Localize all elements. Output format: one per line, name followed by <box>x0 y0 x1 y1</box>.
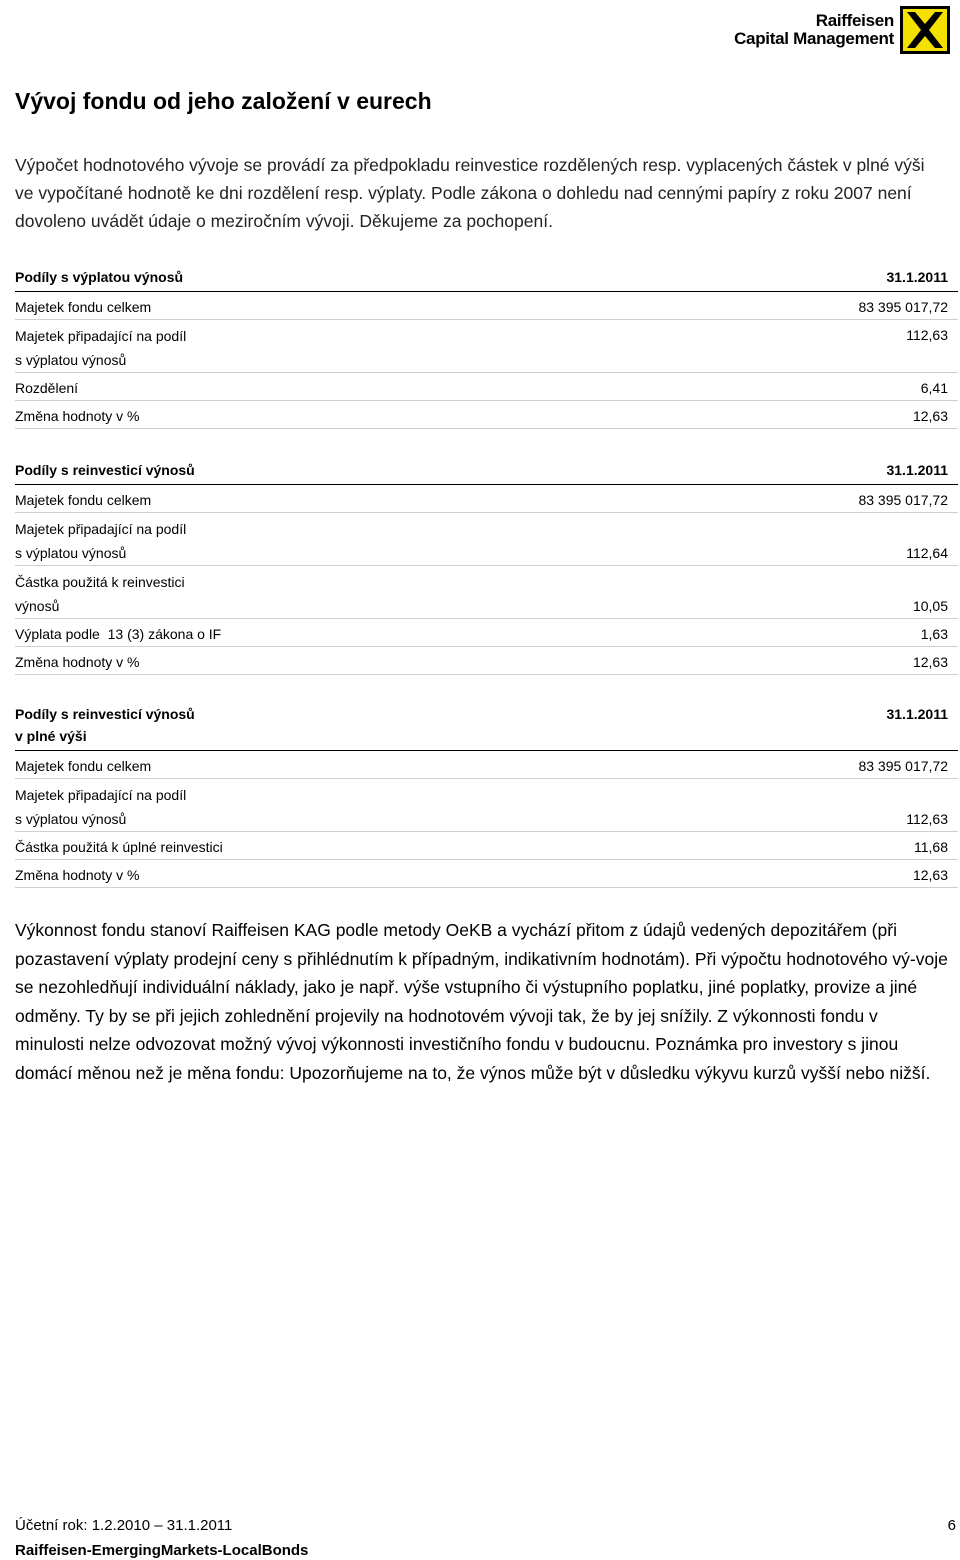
table-header <box>15 459 958 485</box>
row-value: 112,63 <box>906 327 948 343</box>
row-label-line2: s výplatou výnosů <box>15 811 127 827</box>
fund-name: Raiffeisen-EmergingMarkets-LocalBonds <box>15 1542 309 1559</box>
row-label <box>15 320 186 372</box>
raiffeisen-gable-cross-icon <box>900 6 950 54</box>
row-label <box>15 779 186 831</box>
row-label: Majetek fondu celkem <box>15 492 152 508</box>
performance-note: Výkonnost fondu stanoví Raiffeisen KAG podle metody OeKB a vychází přitom z údajů vedených depozitářem (při pozastavení výplaty prodejní ceny s přihlédnutím k případným, indikativním hodnotám). Při výpočtu hodnotového vý-voje se nezohledňují individuální náklady, jako je např. výše vstupního či výstupního poplatku, jiné poplatky, provize a jiné odměny. Ty by se při jejich zohlednění projevily na hodnotovém vývoji tak, že by jej snížily. Z výkonnosti fondu v minulosti nelze odvozovat možný vývoj výkonnosti investičního fondu v budoucnu. Poznámka pro investory s jinou domácí měnou než je měna fondu: Upozorňujeme na to, že výnos může být v důsledku výkyvu kurzů vyšší nebo nižší. <box>15 920 948 1083</box>
table-row <box>15 292 958 320</box>
row-label: Majetek fondu celkem <box>15 299 152 315</box>
row-label: Majetek fondu celkem <box>15 758 152 774</box>
table-row <box>15 566 958 619</box>
table-heading-line2: v plné výši <box>15 728 87 744</box>
row-value: 10,05 <box>912 598 948 614</box>
row-label-line2: s výplatou výnosů <box>15 352 127 368</box>
table-row <box>15 320 958 373</box>
fiscal-year: Účetní rok: 1.2.2010 – 31.1.2011 <box>15 1517 233 1534</box>
row-label <box>15 513 186 565</box>
row-label-line1: Částka použitá k reinvestici <box>15 574 185 590</box>
row-value: 112,64 <box>906 545 948 561</box>
row-label: Změna hodnoty v % <box>15 654 140 670</box>
page-number: 6 <box>947 1517 956 1534</box>
row-value: 1,63 <box>920 626 948 642</box>
logo-text <box>734 12 894 48</box>
row-label: Částka použitá k úplné reinvestici <box>15 839 223 855</box>
table-row <box>15 779 958 832</box>
row-label-line1: Majetek připadající na podíl <box>15 521 187 537</box>
table-date: 31.1.2011 <box>886 269 948 285</box>
row-value: 12,63 <box>912 867 948 883</box>
row-label-line2: výnosů <box>15 598 60 614</box>
table-heading <box>15 703 195 747</box>
table-row <box>15 619 958 647</box>
row-label-line1: Majetek připadající na podíl <box>15 328 187 344</box>
table-full-reinvestment-units <box>15 703 958 888</box>
row-label-line2: s výplatou výnosů <box>15 545 127 561</box>
row-value: 12,63 <box>912 654 948 670</box>
table-row <box>15 860 958 888</box>
row-value: 83 395 017,72 <box>858 299 948 315</box>
raiffeisen-logo <box>734 6 950 54</box>
table-row <box>15 513 958 566</box>
page-title: Vývoj fondu od jeho založení v eurech <box>15 88 432 114</box>
row-label: Výplata podle 13 (3) zákona o IF <box>15 626 222 642</box>
table-header <box>15 703 958 751</box>
row-value: 83 395 017,72 <box>858 758 948 774</box>
table-heading <box>15 266 183 288</box>
table-heading-line1: Podíly s výplatou výnosů <box>15 269 184 285</box>
row-value: 12,63 <box>912 408 948 424</box>
row-value: 6,41 <box>920 380 948 396</box>
row-value: 83 395 017,72 <box>858 492 948 508</box>
logo-line2: Capital Management <box>734 29 894 48</box>
table-heading-line1: Podíly s reinvesticí výnosů <box>15 706 195 722</box>
table-header <box>15 266 958 292</box>
row-label: Změna hodnoty v % <box>15 408 140 424</box>
table-row <box>15 832 958 860</box>
table-row <box>15 401 958 429</box>
logo-line1: Raiffeisen <box>815 11 894 30</box>
row-value: 11,68 <box>914 839 948 855</box>
table-row <box>15 751 958 779</box>
table-row <box>15 373 958 401</box>
table-heading <box>15 459 195 481</box>
row-label-line1: Majetek připadající na podíl <box>15 787 187 803</box>
row-label <box>15 566 185 618</box>
table-row <box>15 647 958 675</box>
footer-fiscal-line <box>15 1517 958 1534</box>
row-label: Změna hodnoty v % <box>15 867 140 883</box>
row-value: 112,63 <box>906 811 948 827</box>
intro-paragraph: Výpočet hodnotového vývoje se provádí za předpokladu reinvestice rozdělených resp. vyplacených částek v plné výši ve vypočítané hodnotě ke dni rozdělení resp. výplaty. Podle zákona o dohledu nad cennými papíry z roku 2007 není dovoleno uvádět údaje o meziročním vývoji. Děkujeme za pochopení. <box>15 155 925 231</box>
table-row <box>15 485 958 513</box>
row-label: Rozdělení <box>15 380 79 396</box>
table-date: 31.1.2011 <box>886 462 948 478</box>
table-reinvestment-units <box>15 459 958 675</box>
table-date: 31.1.2011 <box>886 706 948 722</box>
table-distribution-units <box>15 266 958 429</box>
table-heading-line1: Podíly s reinvesticí výnosů <box>15 462 195 478</box>
